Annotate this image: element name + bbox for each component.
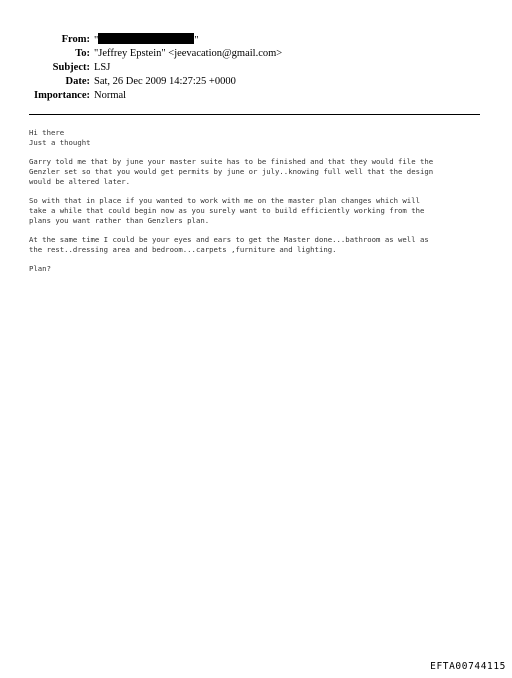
redaction-block [98,33,194,44]
subject-row [0,61,512,74]
from-value [94,33,199,47]
body-paragraph-closing: Plan? [29,264,51,274]
from-quote-close: " [194,35,199,46]
importance-label: Importance: [34,90,90,101]
to-value: "Jeffrey Epstein" <jeevacation@gmail.com> [94,48,283,59]
email-body [29,128,489,283]
date-row [0,75,512,88]
subject-label: Subject: [52,62,90,73]
from-quote-open: " [94,35,99,46]
body-paragraph: So with that in place if you wanted to work with me on the master plan changes which will take a while that could begin now as you surely want to build efficiently working from the plans you want rather than Genzlers plan. [29,196,425,226]
importance-value: Normal [94,90,127,101]
to-label: To: [75,48,90,59]
date-label: Date: [65,76,90,87]
header-divider [29,114,480,115]
body-paragraph: Garry told me that by june your master suite has to be finished and that they would file the Genzler set so that you would get permits by june or july..knowing full well that the design would be altered later. [29,156,434,187]
from-label: From: [61,34,90,45]
importance-row [0,89,512,102]
document-id: EFTA00744115 [430,661,506,672]
body-paragraph: At the same time I could be your eyes and ears to get the Master done...bathroom as well as the rest..dressing area and bedroom...carpets ,furniture and lighting. [29,235,429,255]
subject-value: LSJ [94,62,111,73]
to-row [0,47,512,60]
body-paragraph-greeting: Hi there Just a thought [29,128,91,148]
date-value: Sat, 26 Dec 2009 14:27:25 +0000 [94,76,236,87]
from-row [0,33,512,46]
